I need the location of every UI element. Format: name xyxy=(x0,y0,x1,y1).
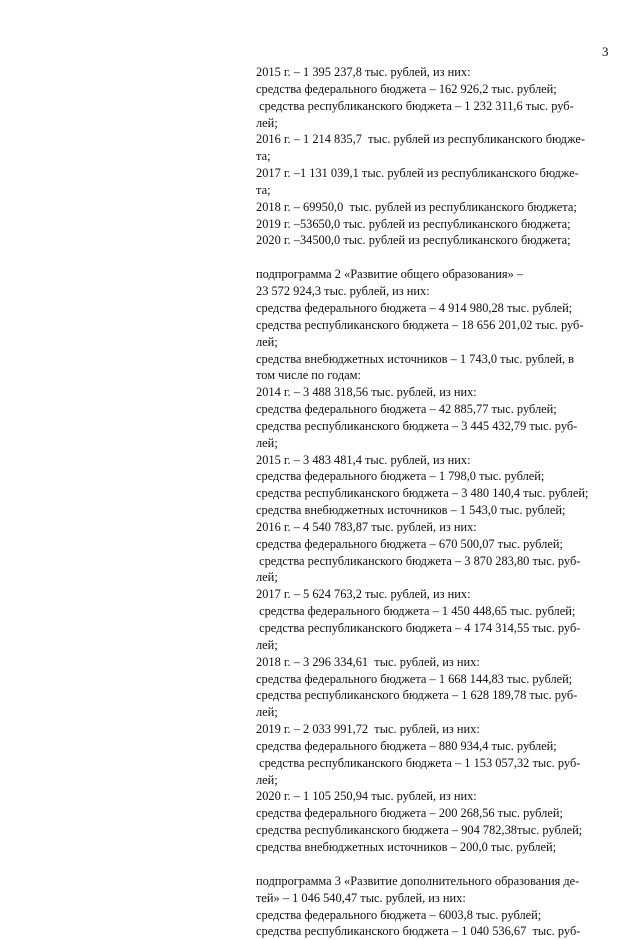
text-line: средства федерального бюджета – 1 668 144,83 тыс. рублей; xyxy=(256,671,573,686)
text-line: 2018 г. – 69950,0 тыс. рублей из республиканского бюджета; xyxy=(256,199,577,214)
text-line: 23 572 924,3 тыс. рублей, из них: xyxy=(256,284,430,299)
text-line: лей; xyxy=(256,435,278,450)
text-line: тей» – 1 046 540,47 тыс. рублей, из них: xyxy=(256,890,466,905)
text-line: 2016 г. – 4 540 783,87 тыс. рублей, из них: xyxy=(256,519,477,534)
text-line: подпрограмма 2 «Развитие общего образования» – xyxy=(256,267,524,282)
text-line: средства республиканского бюджета – 1 040 536,67 тыс. руб- xyxy=(256,924,581,939)
text-line: средства республиканского бюджета – 1 628 189,78 тыс. руб- xyxy=(256,688,578,703)
text-line: 2016 г. – 1 214 835,7 тыс. рублей из республиканского бюдже- xyxy=(256,132,585,147)
text-line: 2019 г. – 2 033 991,72 тыс. рублей, из них: xyxy=(256,722,480,737)
text-line: 2015 г. – 3 483 481,4 тыс. рублей, из них: xyxy=(256,452,471,467)
paragraph-gap xyxy=(256,249,608,266)
document-body xyxy=(256,64,608,940)
text-line: том числе по годам: xyxy=(256,368,361,383)
text-line: 2018 г. – 3 296 334,61 тыс. рублей, из них: xyxy=(256,654,480,669)
text-line: лей; xyxy=(256,115,278,130)
text-line: средства федерального бюджета – 4 914 980,28 тыс. рублей; xyxy=(256,300,573,315)
text-line: лей; xyxy=(256,705,278,720)
text-line: средства республиканского бюджета – 904 782,38тыс. рублей; xyxy=(256,823,583,838)
text-line: средства республиканского бюджета – 3 480 140,4 тыс. рублей; xyxy=(256,486,589,501)
text-line: средства федерального бюджета – 162 926,2 тыс. рублей; xyxy=(256,81,557,96)
text-line: та; xyxy=(256,149,271,164)
text-line: средства федерального бюджета – 200 268,56 тыс. рублей; xyxy=(256,806,563,821)
page-number: 3 xyxy=(602,44,609,59)
text-line: 2017 г. –1 131 039,1 тыс. рублей из республиканского бюдже- xyxy=(256,166,579,181)
text-line: средства федерального бюджета – 880 934,4 тыс. рублей; xyxy=(256,738,557,753)
text-line: 2014 г. – 3 488 318,56 тыс. рублей, из них: xyxy=(256,385,477,400)
text-line: 2020 г. – 1 105 250,94 тыс. рублей, из них: xyxy=(256,789,477,804)
text-line: лей; xyxy=(256,772,278,787)
text-line: средства республиканского бюджета – 3 870 283,80 тыс. руб- xyxy=(256,553,581,568)
text-line: лей; xyxy=(256,334,278,349)
text-line: средства внебюджетных источников – 200,0 тыс. рублей; xyxy=(256,839,557,854)
text-line: средства республиканского бюджета – 4 174 314,55 тыс. руб- xyxy=(256,621,581,635)
text-line: средства федерального бюджета – 670 500,07 тыс. рублей; xyxy=(256,536,563,551)
text-line: лей; xyxy=(256,637,278,652)
text-line: средства федерального бюджета – 42 885,77 тыс. рублей; xyxy=(256,402,557,417)
text-line: подпрограмма 3 «Развитие дополнительного образования де- xyxy=(256,873,580,888)
text-line: 2019 г. –53650,0 тыс. рублей из республиканского бюджета; xyxy=(256,216,571,231)
text-line: средства республиканского бюджета – 1 153 057,32 тыс. руб- xyxy=(256,755,581,770)
text-line: 2020 г. –34500,0 тыс. рублей из республиканского бюджета; xyxy=(256,233,571,248)
text-line: средства федерального бюджета – 1 798,0 тыс. рублей; xyxy=(256,469,545,484)
paragraph-gap xyxy=(256,856,608,873)
text-line: средства внебюджетных источников – 1 543,0 тыс. рублей; xyxy=(256,503,566,518)
text-line: лей; xyxy=(256,570,278,585)
text-line: 2017 г. – 5 624 763,2 тыс. рублей, из них: xyxy=(256,587,471,602)
text-line: 2015 г. – 1 395 237,8 тыс. рублей, из них: xyxy=(256,65,471,79)
text-line: средства федерального бюджета – 1 450 448,65 тыс. рублей; xyxy=(256,604,576,619)
text-line: средства республиканского бюджета – 3 445 432,79 тыс. руб- xyxy=(256,418,578,433)
text-line: та; xyxy=(256,182,271,197)
text-line: средства республиканского бюджета – 1 232 311,6 тыс. руб- xyxy=(256,98,574,113)
text-line: средства федерального бюджета – 6003,8 тыс. рублей; xyxy=(256,907,542,922)
text-line: средства республиканского бюджета – 18 656 201,02 тыс. руб- xyxy=(256,317,584,332)
text-line: средства внебюджетных источников – 1 743,0 тыс. рублей, в xyxy=(256,351,575,366)
